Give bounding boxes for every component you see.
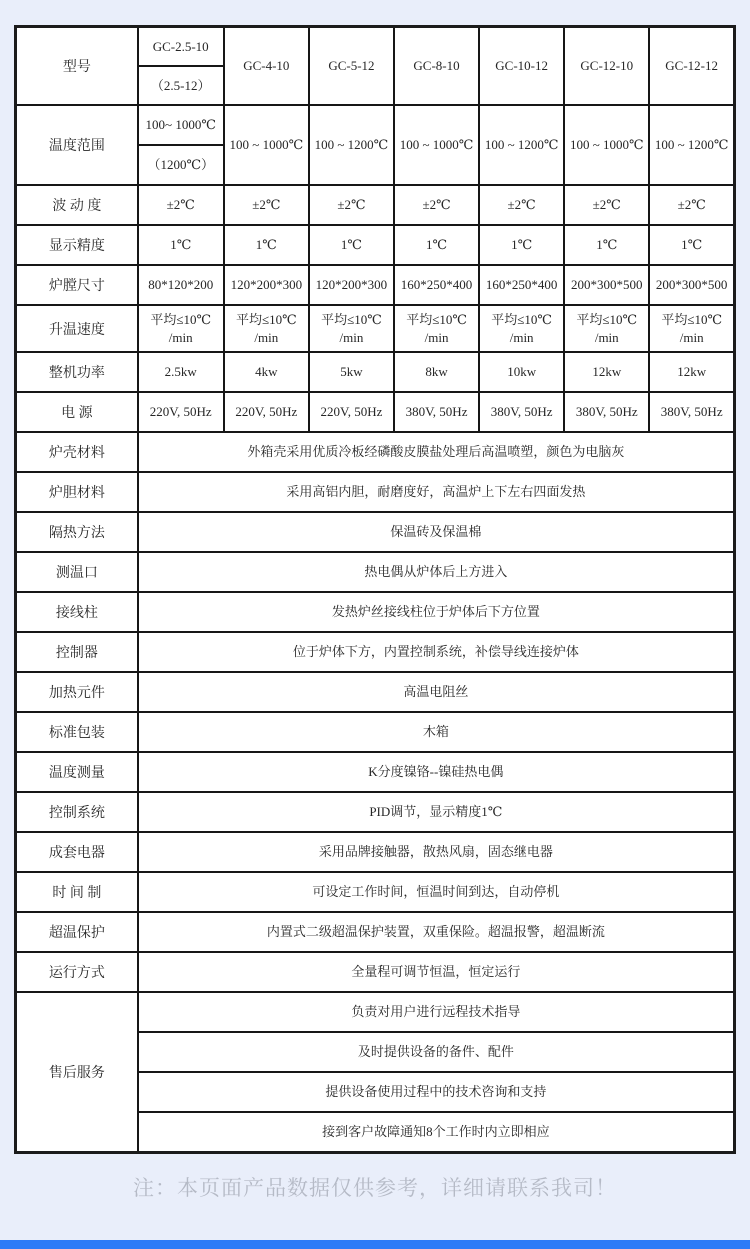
row-label: 隔热方法 [16,512,138,552]
table-row [16,185,735,225]
spec-value: 平均≤10℃ /min [649,305,734,352]
row-label: 成套电器 [16,832,138,872]
row-label: 温度测量 [16,752,138,792]
model-name: GC-12-10 [564,27,649,106]
table-row [16,512,735,552]
description-value: 木箱 [138,712,735,752]
model-name: GC-10-12 [479,27,564,106]
spec-value: 120*200*300 [224,265,309,305]
spec-value: ±2℃ [138,185,224,225]
row-label: 炉胆材料 [16,472,138,512]
table-row [16,392,735,432]
temp-range-value: 100~ 1000℃ [138,105,224,145]
spec-value: 220V, 50Hz [309,392,394,432]
temp-range-value: 100 ~ 1000℃ [394,105,479,185]
table-row [16,752,735,792]
table-row [16,352,735,392]
table-row [16,305,735,352]
description-value: 发热炉丝接线柱位于炉体后下方位置 [138,592,735,632]
row-label: 超温保护 [16,912,138,952]
row-label: 测温口 [16,552,138,592]
spec-value: 8kw [394,352,479,392]
row-label: 整机功率 [16,352,138,392]
description-value: 内置式二级超温保护装置，双重保险。超温报警，超温断流 [138,912,735,952]
description-value: PID调节，显示精度1℃ [138,792,735,832]
spec-value: 1℃ [649,225,734,265]
disclaimer-note: 注：本页面产品数据仅供参考，详细请联系我司！ [133,1177,617,1200]
spec-table-body [16,27,735,1153]
table-row [16,592,735,632]
description-value: K分度镍铬--镍硅热电偶 [138,752,735,792]
model-name: GC-2.5-10 [138,27,224,67]
spec-value: 平均≤10℃ /min [224,305,309,352]
spec-value: 4kw [224,352,309,392]
table-row [16,712,735,752]
row-label: 控制器 [16,632,138,672]
description-value: 可设定工作时间，恒温时间到达，自动停机 [138,872,735,912]
temp-range-value: 100 ~ 1200℃ [309,105,394,185]
table-row [16,952,735,992]
description-value: 采用品牌接触器，散热风扇，固态继电器 [138,832,735,872]
description-value: 位于炉体下方，内置控制系统，补偿导线连接炉体 [138,632,735,672]
service-item: 负责对用户进行远程技术指导 [138,992,735,1032]
service-item: 接到客户故障通知8个工作时内立即相应 [138,1112,735,1153]
temp-range-value: 100 ~ 1000℃ [224,105,309,185]
spec-value: 平均≤10℃ /min [479,305,564,352]
model-name: GC-4-10 [224,27,309,106]
description-value: 高温电阻丝 [138,672,735,712]
spec-value: 1℃ [224,225,309,265]
spec-value: 平均≤10℃ /min [564,305,649,352]
model-name: GC-5-12 [309,27,394,106]
spec-value: 5kw [309,352,394,392]
table-row [16,265,735,305]
table-row [16,912,735,952]
spec-value: ±2℃ [224,185,309,225]
table-row [16,832,735,872]
table-row [16,872,735,912]
bottom-accent-bar [0,1240,750,1249]
spec-value: ±2℃ [479,185,564,225]
spec-value: 1℃ [309,225,394,265]
spec-value: 12kw [649,352,734,392]
table-row [16,792,735,832]
table-row [16,632,735,672]
model-name: GC-8-10 [394,27,479,106]
row-label: 波 动 度 [16,185,138,225]
row-label: 炉壳材料 [16,432,138,472]
header-label-model: 型号 [16,27,138,106]
row-label-service: 售后服务 [16,992,138,1153]
spec-value: ±2℃ [649,185,734,225]
temp-range-value: 100 ~ 1200℃ [479,105,564,185]
row-label: 接线柱 [16,592,138,632]
spec-value: ±2℃ [309,185,394,225]
spec-value: 160*250*400 [394,265,479,305]
table-row [16,432,735,472]
temp-range-value: 100 ~ 1200℃ [649,105,734,185]
spec-value: 380V, 50Hz [394,392,479,432]
row-label: 显示精度 [16,225,138,265]
spec-value: 平均≤10℃ /min [138,305,224,352]
row-label: 控制系统 [16,792,138,832]
spec-value: 80*120*200 [138,265,224,305]
spec-value: 平均≤10℃ /min [309,305,394,352]
spec-value: 1℃ [479,225,564,265]
spec-value: 380V, 50Hz [564,392,649,432]
spec-value: ±2℃ [394,185,479,225]
spec-value: 10kw [479,352,564,392]
table-row [16,225,735,265]
description-value: 保温砖及保温棉 [138,512,735,552]
spec-value: 160*250*400 [479,265,564,305]
temp-range-value: 100 ~ 1000℃ [564,105,649,185]
row-label: 升温速度 [16,305,138,352]
table-row [16,27,735,67]
model-name: GC-12-12 [649,27,734,106]
table-row [16,672,735,712]
spec-value: 380V, 50Hz [479,392,564,432]
spec-value: 2.5kw [138,352,224,392]
spec-value: 1℃ [394,225,479,265]
row-label: 炉膛尺寸 [16,265,138,305]
spec-value: 120*200*300 [309,265,394,305]
table-row [16,552,735,592]
spec-value: 12kw [564,352,649,392]
description-value: 全量程可调节恒温，恒定运行 [138,952,735,992]
row-label: 加热元件 [16,672,138,712]
model-name-alt: （2.5-12） [138,66,224,105]
spec-value: 220V, 50Hz [138,392,224,432]
spec-value: 1℃ [564,225,649,265]
spec-value: ±2℃ [564,185,649,225]
spec-value: 380V, 50Hz [649,392,734,432]
service-item: 及时提供设备的备件、配件 [138,1032,735,1072]
table-row [16,105,735,145]
spec-value: 200*300*500 [649,265,734,305]
spec-value: 200*300*500 [564,265,649,305]
row-label: 运行方式 [16,952,138,992]
spec-table [14,25,736,1154]
spec-value: 220V, 50Hz [224,392,309,432]
row-label: 电 源 [16,392,138,432]
table-row [16,992,735,1032]
row-label: 时 间 制 [16,872,138,912]
row-label-temp-range: 温度范围 [16,105,138,185]
table-row [16,472,735,512]
spec-value: 平均≤10℃ /min [394,305,479,352]
service-item: 提供设备使用过程中的技术咨询和支持 [138,1072,735,1112]
description-value: 热电偶从炉体后上方进入 [138,552,735,592]
temp-range-value-alt: （1200℃） [138,145,224,185]
description-value: 采用高铝内胆，耐磨度好，高温炉上下左右四面发热 [138,472,735,512]
description-value: 外箱壳采用优质冷板经磷酸皮膜盐处理后高温喷塑，颜色为电脑灰 [138,432,735,472]
spec-value: 1℃ [138,225,224,265]
row-label: 标准包装 [16,712,138,752]
